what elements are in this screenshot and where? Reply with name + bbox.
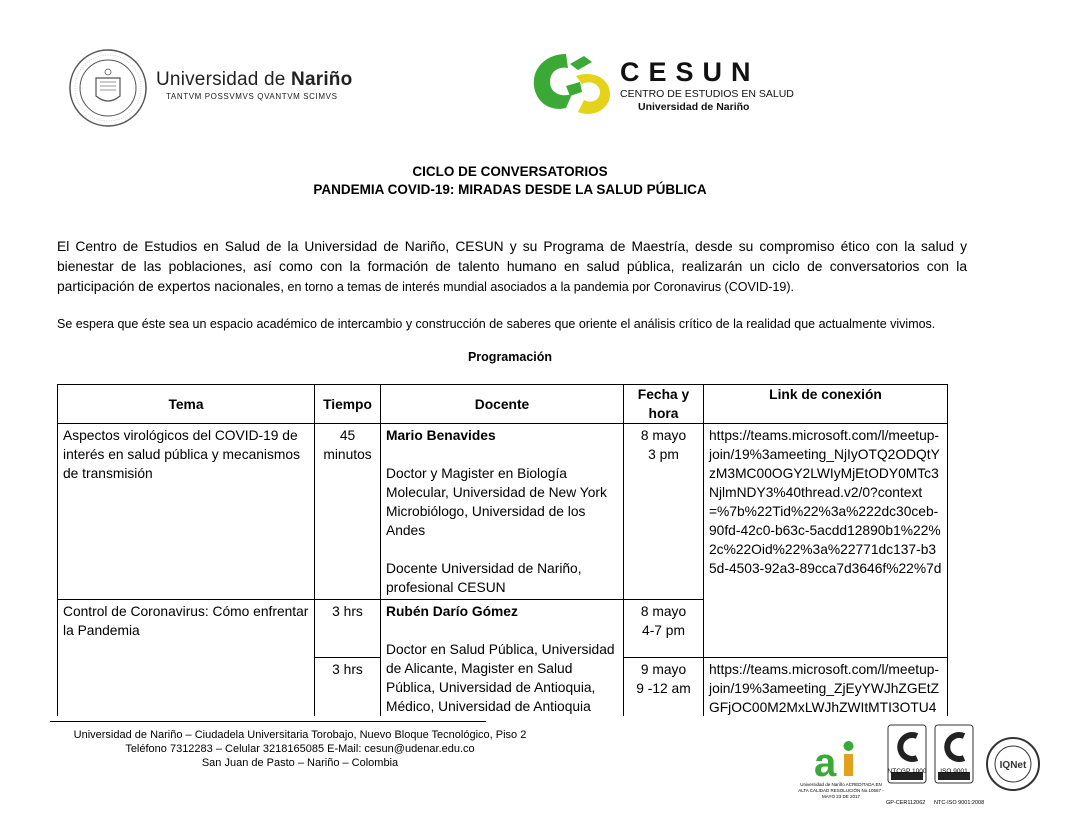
header-tema: Tema	[58, 385, 315, 424]
cesun-university: Universidad de Nariño	[638, 101, 750, 113]
row2-tiempo-b: 3 hrs	[315, 658, 381, 738]
intro-paragraph: El Centro de Estudios en Salud de la Universidad de Nariño, CESUN y su Programa de Maestría, desde su compromiso ético con la salud y bienestar de las poblaciones, así como con la formación de talento humano en salud pública, realizarán un ciclo de conversatorios con la participación de expertos nacionales, en torno a temas de interés mundial asociados a la pandemia por Coronavirus (COVID-19).	[57, 239, 967, 294]
cert2-label: ISO 9001	[940, 768, 968, 775]
footer-address: Universidad de Nariño – Ciudadela Universitaria Torobajo, Nuevo Bloque Tecnológico, Piso 2	[73, 729, 527, 741]
row1-fecha: 8 mayo	[640, 428, 687, 443]
row1-docente-desc1: Doctor y Magister en Biología Molecular, Universidad de New York Microbiólogo, Universidad de los Andes	[386, 466, 607, 538]
row1-tiempo: 45 minutos	[315, 424, 381, 600]
university-motto: TANTVM POSSVMVS QVANTVM SCIMVS	[166, 92, 338, 101]
cesun-wordmark: CESUN	[620, 57, 760, 87]
cert1-label: NTCGP 1000	[887, 768, 927, 775]
row1-hora: 3 pm	[648, 447, 679, 462]
row1-tema: Aspectos virológicos del COVID-19 de interés en salud pública y mecanismos de transmisión	[58, 424, 315, 600]
iqnet-label: IQNet	[999, 760, 1027, 771]
cesun-logo	[526, 46, 616, 122]
row2-docente-desc: Doctor en Salud Pública, Universidad de Alicante, Magister en Salud Pública, Universidad de Antioquia, Médico, Universidad de Antioquia	[386, 642, 615, 714]
accreditation-caption: Universidad de Nariño ACREDITADA EN ALTA CALIDAD RESOLUCIÓN No.10567 - MAYO 23 DE 2017	[798, 782, 884, 799]
row1-docente	[381, 424, 624, 600]
row1-docente-desc2: Docente Universidad de Nariño, profesional CESUN	[386, 561, 582, 595]
row2-link[interactable]: https://teams.microsoft.com/l/meetup-join/19%3ameeting_ZjEyYWJhZGEtZGFjOC00M2MxLWJhZWItMTI3OTU4	[704, 658, 948, 738]
iqnet-cert-icon	[985, 736, 1041, 792]
row2-hora-b: 9 -12 am	[636, 681, 691, 696]
header-link: Link de conexión	[704, 385, 948, 424]
document-title: CICLO DE CONVERSATORIOS	[412, 164, 608, 179]
row2-fecha-a: 8 mayo	[640, 604, 687, 619]
row2-tiempo-a: 3 hrs	[315, 600, 381, 658]
row2-docente-name: Rubén Darío Gómez	[386, 604, 518, 619]
header-fecha-hora: Fecha y hora	[624, 385, 704, 424]
cesun-subtitle: CENTRO DE ESTUDIOS EN SALUD	[620, 88, 794, 100]
table-header-row	[58, 385, 948, 424]
svg-text:a: a	[814, 741, 837, 785]
table-row	[58, 424, 948, 600]
row2-tema: Control de Coronavirus: Cómo enfrentar la Pandemia	[58, 600, 315, 738]
header-tiempo: Tiempo	[315, 385, 381, 424]
schedule-table	[57, 384, 948, 738]
cert2-code: NTC-ISO 9001:2008	[934, 800, 985, 806]
row1-link[interactable]: https://teams.microsoft.com/l/meetup-join/19%3ameeting_NjIyOTQ2ODQtYzM3MC00OGY2LWIyMjEtODY0MTc3NjlmNDY3%40thread.v2/0?context=%7b%22Tid%22%3a%222dc30ceb-90fd-42c0-b63c-5acdd12890b1%22%2c%22Oid%22%3a%22771dc137-b35d-4503-92a3-89cca7d3646f%22%7d	[704, 424, 948, 658]
document-subtitle: PANDEMIA COVID-19: MIRADAS DESDE LA SALUD PÚBLICA	[313, 182, 707, 197]
university-seal-logo	[68, 48, 148, 128]
programacion-heading: Programación	[467, 350, 553, 364]
row2-fecha-hora-a	[624, 600, 704, 658]
footer-divider	[50, 721, 486, 722]
row1-docente-name: Mario Benavides	[386, 428, 496, 443]
icontec-iso-cert-icon	[934, 724, 974, 784]
footer-city: San Juan de Pasto – Nariño – Colombia	[201, 757, 399, 769]
row2-hora-a: 4-7 pm	[642, 623, 685, 638]
icontec-ntcgp-cert-icon	[887, 724, 927, 784]
footer-contact: Teléfono 7312283 – Celular 3218165085 E-Mail: cesun@udenar.edu.co	[125, 743, 475, 755]
university-name: Universidad de Nariño	[156, 69, 353, 90]
row2-fecha-b: 9 mayo	[640, 662, 687, 677]
header-docente: Docente	[381, 385, 624, 424]
row1-fecha-hora	[624, 424, 704, 600]
cert1-code: GP-CER112062	[886, 800, 926, 806]
purpose-paragraph: Se espera que éste sea un espacio académico de intercambio y construcción de saberes que oriente el análisis crítico de la realidad que actualmente vivimos.	[57, 317, 936, 331]
